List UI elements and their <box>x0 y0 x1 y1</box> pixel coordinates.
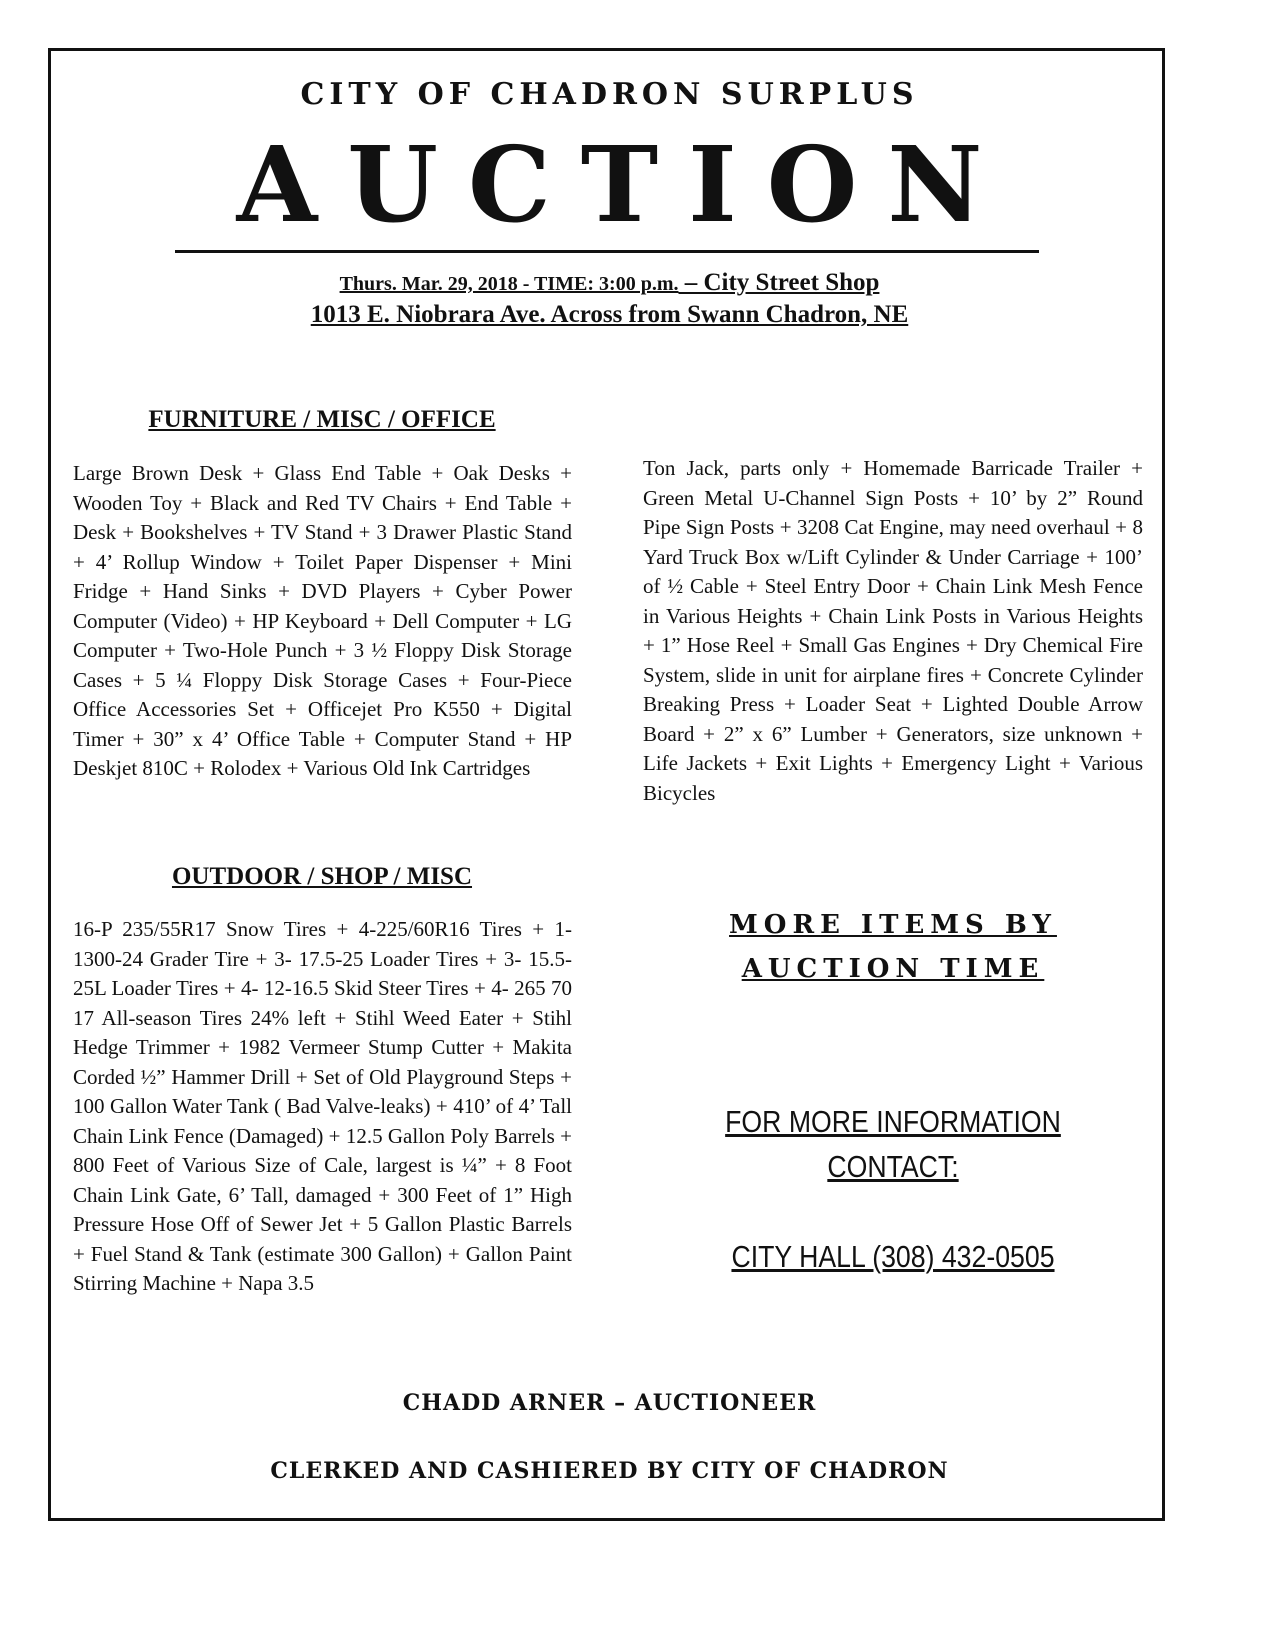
auction-address: 1013 E. Niobrara Ave. Across from Swann Chadron, NE <box>310 301 909 328</box>
clerked-by: CLERKED AND CASHIERED BY CITY OF CHADRON <box>270 1458 949 1484</box>
location-name: – City Street Shop <box>678 269 880 296</box>
date-time-text: Thurs. Mar. 29, 2018 - TIME: 3:00 p.m. <box>339 273 679 295</box>
auction-date-time <box>51 269 1168 297</box>
contact-line-1: FOR MORE INFORMATION <box>725 1104 1061 1139</box>
flyer-title: AUCTION <box>236 123 1013 246</box>
furniture-heading: FURNITURE / MISC / OFFICE <box>148 406 496 433</box>
flyer-border <box>48 48 1165 1521</box>
contact-line-2: CONTACT: <box>827 1149 959 1184</box>
outdoor-heading: OUTDOOR / SHOP / MISC <box>171 863 473 890</box>
outdoor-items: 16-P 235/55R17 Snow Tires + 4-225/60R16 Tires + 1- 1300-24 Grader Tire + 3- 17.5-25 Loader Tires + 3- 15.5-25L Loader Tires + 4- 12-16.5 Skid Steer Tires + 4- 265 70 17 All-season Tires 24% left + Stihl Weed Eater + Stihl Hedge Trimmer + 1982 Vermeer Stump Cutter + Makita Corded ½” Hammer Drill + Set of Old Playground Steps + 100 Gallon Water Tank ( Bad Valve-leaks) + 410’ of 4’ Tall Chain Link Fence (Damaged) + 12.5 Gallon Poly Barrels + 800 Feet of Various Size of Cale, largest is ¼” + 8 Foot Chain Link Gate, 6’ Tall, damaged + 300 Feet of 1” High Pressure Hose Off of Sewer Jet + 5 Gallon Plastic Barrels + Fuel Stand & Tank (estimate 300 Gallon) + Gallon Paint Stirring Machine + Napa 3.5 <box>73 917 572 1295</box>
furniture-items: Large Brown Desk + Glass End Table + Oak Desks + Wooden Toy + Black and Red TV Chairs + End Table + Desk + Bookshelves + TV Stand + 3 Drawer Plastic Stand + 4’ Rollup Window + Toilet Paper Dispenser + Mini Fridge + Hand Sinks + DVD Players + Cyber Power Computer (Video) + HP Keyboard + Dell Computer + LG Computer + Two-Hole Punch + 3 ½ Floppy Disk Storage Cases + 5 ¼ Floppy Disk Storage Cases + Four-Piece Office Accessories Set + Officejet Pro K550 + Digital Timer + 30” x 4’ Office Table + Computer Stand + HP Deskjet 810C + Rolodex + Various Old Ink Cartridges <box>73 461 572 780</box>
more-items-line-2: AUCTION TIME <box>741 954 1045 984</box>
more-items-line-1: MORE ITEMS BY <box>729 910 1057 940</box>
auctioneer-name: CHADD ARNER – AUCTIONEER <box>402 1390 817 1416</box>
flyer-subtitle: CITY OF CHADRON SURPLUS <box>300 77 919 112</box>
more-items-notice <box>643 903 1143 991</box>
title-underline <box>175 250 1039 253</box>
outdoor-items-continued: Ton Jack, parts only + Homemade Barricade Trailer + Green Metal U-Channel Sign Posts + 10’ by 2” Round Pipe Sign Posts + 3208 Cat Engine, may need overhaul + 8 Yard Truck Box w/Lift Cylinder & Under Carriage + 100’ of ½ Cable + Steel Entry Door + Chain Link Mesh Fence in Various Heights + Chain Link Posts in Various Heights + 1” Hose Reel + Small Gas Engines + Dry Chemical Fire System, slide in unit for airplane fires + Concrete Cylinder Breaking Press + Loader Seat + Lighted Double Arrow Board + 2” x 6” Lumber + Generators, size unknown + Life Jackets + Exit Lights + Emergency Light + Various Bicycles <box>643 456 1143 805</box>
contact-phone: CITY HALL (308) 432-0505 <box>731 1239 1055 1274</box>
